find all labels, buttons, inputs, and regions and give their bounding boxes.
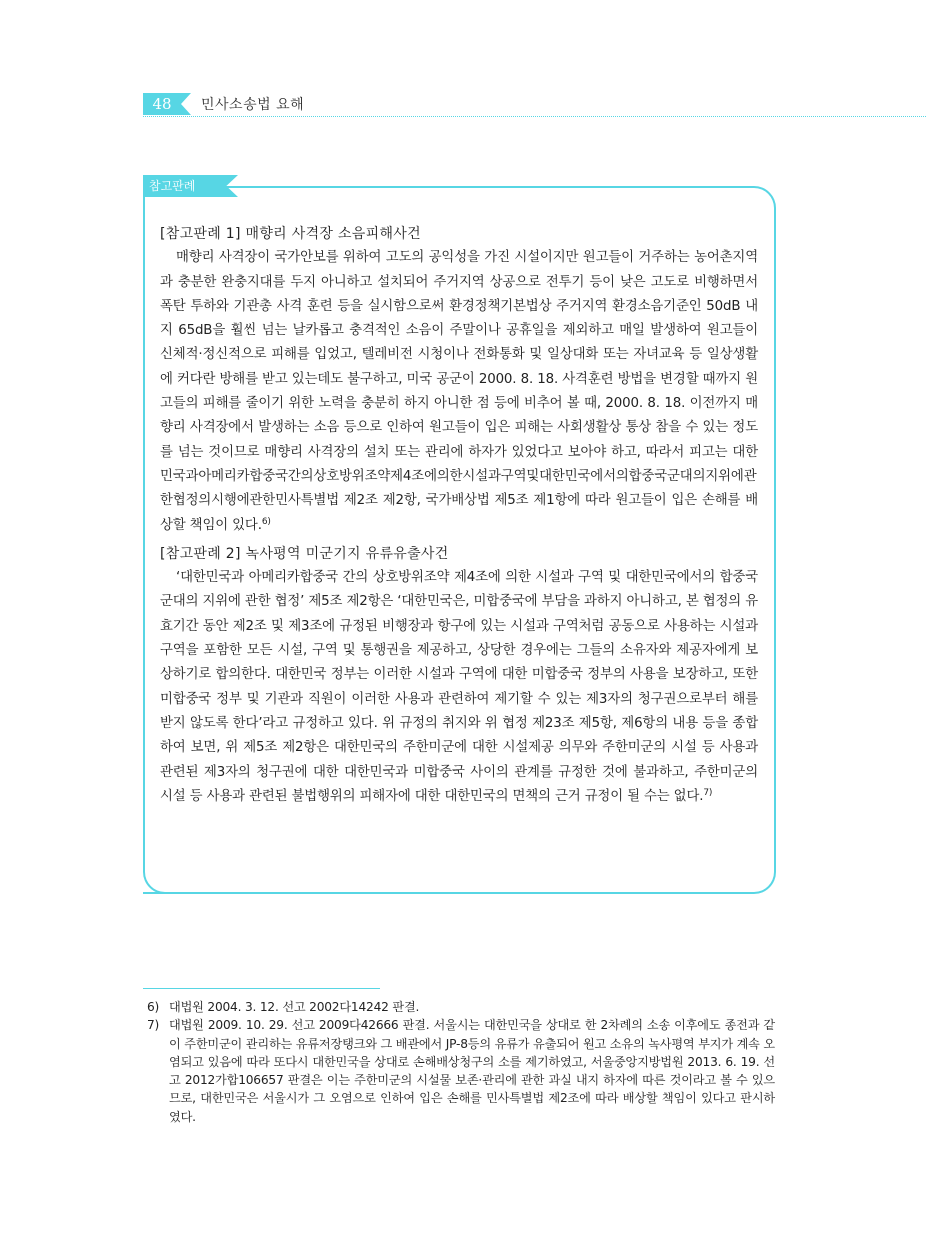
case-1-title: [참고판례 1] 매향리 사격장 소음피해사건 [160,226,421,242]
footnotes [147,998,775,1126]
footnote-6 [147,998,775,1016]
case-1-body [160,246,758,538]
page-number-notch [181,93,191,115]
case-1-text: 매향리 사격장이 국가안보를 위하여 고도의 공익성을 가진 시설이지만 원고들이 거주하는 농어촌지역과 충분한 완충지대를 두지 아니하고 설치되어 주거지역 상공으로 전투기 등이 낮은 고도로 비행하면서 폭탄 투하와 기관총 사격 훈련 등을 실시함으로써 환경정책기본법상 주거지역 환경소음기준인 50dB 내지 65dB을 훨씬 넘는 날카롭고 충격적인 소음이 주말이나 공휴일을 제외하고 매일 발생하여 원고들이 신체적·정신적으로 피해를 입었고, 텔레비전 시청이나 전화통화 및 일상대화 또는 자녀교육 등 일상생활에 커다란 방해를 받고 있는데도 불구하고, 미국 공군이 2000. 8. 18. 사격훈련 방법을 변경할 때까지 원고들의 피해를 줄이기 위한 노력을 충분히 하지 아니한 점 등에 비추어 볼 때, 2000. 8. 18. 이전까지 매향리 사격장에서 발생하는 소음 등으로 인하여 원고들이 입은 피해는 사회생활상 통상 참을 수 있는 정도를 넘는 것이므로 매향리 사격장의 설치 또는 관리에 하자가 있었다고 보아야 하고, 따라서 피고는 대한민국과아메리카합중국간의상호방위조약제4조에의한시설과구역및대한민국에서의합중국군대의지위에관한협정의시행에관한민사특별법 제2조 제2항, 국가배상법 제5조 제1항에 따라 원고들이 입은 손해를 배상할 책임이 있다. [160,250,758,533]
page-number: 48 [143,93,181,115]
footnote-ref-6[interactable]: 6) [261,516,271,527]
header-dotted-rule [143,116,926,117]
footnote-text: 대법원 2004. 3. 12. 선고 2002다14242 판결. [169,1000,420,1014]
footnote-mark: 7) [147,1018,160,1033]
running-title: 민사소송법 요해 [201,97,305,113]
case-2-title: [참고판례 2] 녹사평역 미군기지 유류유출사건 [160,545,449,562]
case-2-text: ‘대한민국과 아메리카합중국 간의 상호방위조약 제4조에 의한 시설과 구역 및 대한민국에서의 합중국군대의 지위에 관한 협정’ 제5조 제2항은 ‘대한민국은, 미합중국에 부담을 과하지 아니하고, 본 협정의 유효기간 동안 제2조 및 제3조에 규정된 비행장과 항구에 있는 시설과 구역처럼 공동으로 사용하는 시설과 구역을 포함한 모든 시설, 구역 및 통행권을 제공하고, 상당한 경우에는 그들의 소유자와 제공자에게 보상하기로 합의한다. 대한민국 정부는 이러한 시설과 구역에 대한 미합중국 정부의 사용을 보장하고, 또한 미합중국 정부 및 기관과 직원이 이러한 사용과 관련하여 제기할 수 있는 제3자의 청구권으로부터 해를 받지 않도록 한다’라고 규정하고 있다. 위 규정의 취지와 위 협정 제23조 제5항, 제6항의 내용 등을 종합하여 보면, 위 제5조 제2항은 대한민국의 주한미군에 대한 시설제공 의무와 주한미군의 시설 등 사용과 관련된 제3자의 청구권에 대한 대한민국과 미합중국 사이의 관계를 규정한 것에 불과하고, 주한미군의 시설 등 사용과 관련된 불법행위의 피해자에 대한 대한민국의 면책의 근거 규정이 될 수는 없다. [160,570,758,804]
footnote-mark: 6) [147,1000,160,1014]
footnote-separator [143,988,380,989]
reference-box-tab: 참고판례 [143,175,220,197]
footnote-7 [147,1016,775,1126]
reference-box-content [160,222,758,809]
footnote-text: 대법원 2009. 10. 29. 선고 2009다42666 판결. 서울시는 대한민국을 상대로 한 2차례의 소송 이후에도 종전과 같이 주한미군이 관리하는 유류저장탱크와 그 배관에서 JP-8등의 유류가 유출되어 원고 소유의 녹사평역 부지가 계속 오염되고 있음에 따라 또다시 대한민국을 상대로 손해배상청구의 소를 제기하였고, 서울중앙지방법원 2013. 6. 19. 선고 2012가합106657 판결은 이는 주한미군의 시설물 보존·관리에 관한 과실 내지 하자에 따른 것이라고 볼 수 있으므로, 대한민국은 서울시가 그 오염으로 인하여 입은 손해를 민사특별법 제2조에 따라 배상할 책임이 있다고 판시하였다. [169,1018,775,1124]
footnote-ref-7[interactable]: 7) [703,787,713,798]
case-2-body [160,566,758,809]
